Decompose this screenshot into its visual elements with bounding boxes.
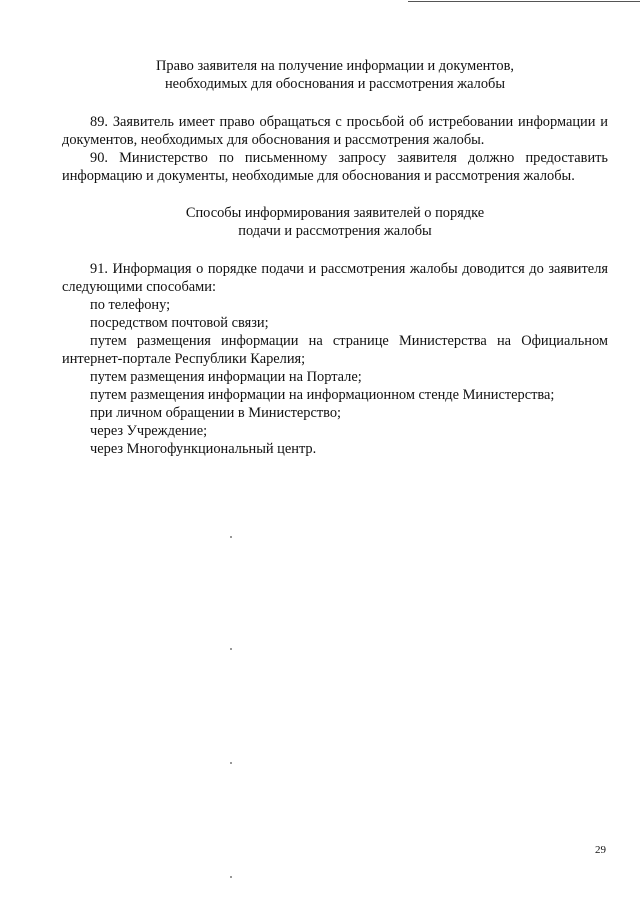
paragraph-89: 89. Заявитель имеет право обращаться с просьбой об истребовании информации и документов, необходимых для обоснования и рассмотрения жалобы.: [62, 114, 608, 148]
scan-speck: [230, 648, 232, 650]
heading-line: необходимых для обоснования и рассмотрения жалобы: [164, 76, 506, 92]
list-item: путем размещения информации на странице Министерства на Официальном интернет-портале Республики Карелия;: [62, 333, 608, 367]
paragraph-91: 91. Информация о порядке подачи и рассмотрения жалобы доводится до заявителя следующими способами:: [62, 261, 608, 295]
section-heading-informing-methods: [62, 204, 608, 240]
document-page: [62, 57, 608, 458]
list-item: по телефону;: [90, 297, 171, 313]
page-number: 29: [595, 844, 606, 856]
scan-edge-line: [408, 1, 640, 2]
section-heading-information-rights: [62, 57, 608, 93]
scan-speck: [230, 536, 232, 538]
list-item: путем размещения информации на Портале;: [90, 369, 362, 385]
heading-line: Способы информирования заявителей о порядке: [185, 205, 485, 221]
scan-speck: [230, 876, 232, 878]
list-item: через Многофункциональный центр.: [90, 441, 317, 457]
list-item: путем размещения информации на информационном стенде Министерства;: [90, 387, 555, 403]
informing-methods-list: [62, 296, 608, 458]
paragraph-90: 90. Министерство по письменному запросу заявителя должно предоставить информацию и документы, необходимые для обоснования и рассмотрения жалобы.: [62, 150, 608, 184]
heading-line: подачи и рассмотрения жалобы: [238, 223, 432, 239]
list-item: при личном обращении в Министерство;: [90, 405, 342, 421]
heading-line: Право заявителя на получение информации и документов,: [156, 58, 514, 74]
list-item: посредством почтовой связи;: [90, 315, 269, 331]
scan-speck: [230, 762, 232, 764]
list-item: через Учреждение;: [90, 423, 208, 439]
